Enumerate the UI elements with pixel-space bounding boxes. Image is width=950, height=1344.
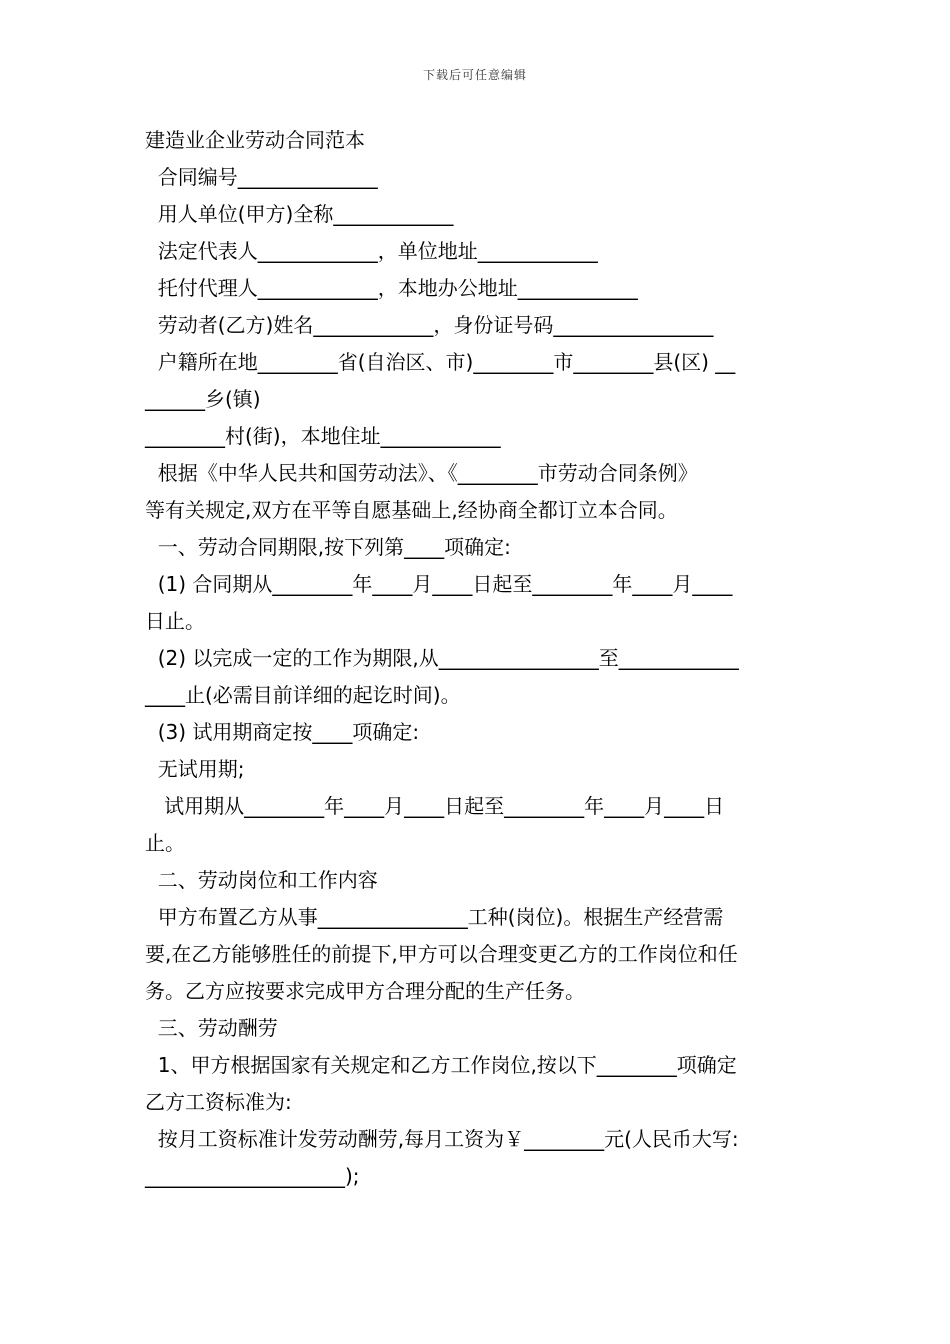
contract-line: 根据《中华人民共和国劳动法》、《________市劳动合同条例》 (145, 461, 698, 485)
page-header-note: 下载后可任意编辑 (422, 68, 527, 82)
contract-line: 1、甲方根据国家有关规定和乙方工作岗位,按以下________项确定 (145, 1053, 737, 1077)
contract-line: (3) 试用期商定按____项确定: (145, 720, 420, 744)
contract-line: 劳动者(乙方)姓名____________，身份证号码________________ (145, 313, 714, 337)
contract-line: (2) 以完成一定的工作为期限,从________________至____________ (145, 646, 739, 670)
contract-line: 试用期从________年____月____日起至________年____月____日 (145, 794, 725, 818)
contract-line: 一、劳动合同期限,按下列第____项确定: (145, 535, 511, 559)
contract-line: 无试用期; (145, 757, 245, 781)
contract-line: 务。乙方应按要求完成甲方合理分配的生产任务。 (145, 979, 585, 1003)
contract-body (145, 122, 815, 1195)
contract-line: 日止。 (145, 609, 205, 633)
contract-line: ____________________); (145, 1164, 360, 1188)
contract-line: 户籍所在地________省(自治区、市)________市________县(区) __ (145, 350, 736, 374)
contract-line: 要,在乙方能够胜任的前提下,甲方可以合理变更乙方的工作岗位和任 (145, 942, 738, 966)
contract-line: 止。 (145, 831, 185, 855)
contract-line: ____止(必需目前详细的起讫时间)。 (145, 683, 461, 707)
contract-line: 甲方布置乙方从事_______________工种(岗位)。根据生产经营需 (145, 905, 724, 929)
document-title: 建造业企业劳动合同范本 (145, 128, 365, 152)
contract-line: 用人单位(甲方)全称____________ (145, 202, 454, 226)
contract-line: (1) 合同期从________年____月____日起至________年____月____ (145, 572, 733, 596)
contract-line: 乙方工资标准为: (145, 1090, 292, 1114)
contract-line: 二、劳动岗位和工作内容 (145, 868, 378, 892)
contract-line: 合同编号______________ (145, 165, 378, 189)
contract-line: 按月工资标准计发劳动酬劳,每月工资为￥________元(人民币大写: (145, 1127, 739, 1151)
contract-line: ________村(街)，本地住址____________ (145, 424, 501, 448)
contract-line: 托付代理人____________，本地办公地址____________ (145, 276, 638, 300)
contract-line: 法定代表人____________，单位地址____________ (145, 239, 598, 263)
contract-line: ______乡(镇) (145, 387, 261, 411)
contract-line: 等有关规定,双方在平等自愿基础上,经协商全都订立本合同。 (145, 498, 678, 522)
contract-line: 三、劳动酬劳 (145, 1016, 278, 1040)
